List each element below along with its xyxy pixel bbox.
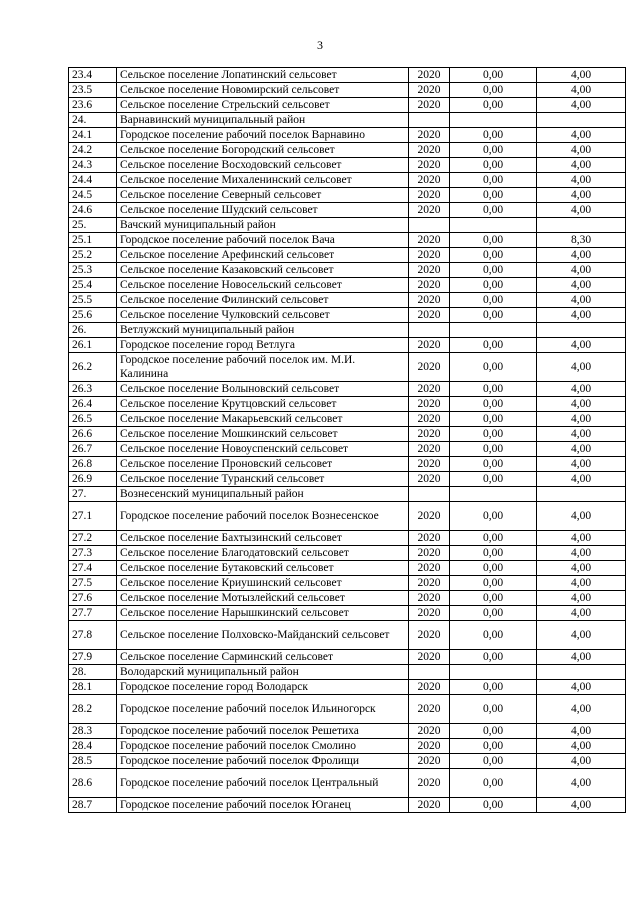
- row-number: 28.: [69, 665, 117, 680]
- value-2-cell: 4,00: [537, 754, 626, 769]
- table-row: [69, 427, 626, 442]
- table-row: [69, 128, 626, 143]
- row-number: 27.9: [69, 650, 117, 665]
- settlement-name: Сельское поселение Филинский сельсовет: [117, 293, 409, 308]
- value-2-cell: 4,00: [537, 173, 626, 188]
- value-1-cell: 0,00: [450, 531, 537, 546]
- row-number: 24.4: [69, 173, 117, 188]
- row-number: 28.1: [69, 680, 117, 695]
- value-2-cell: 4,00: [537, 457, 626, 472]
- value-2-cell: 4,00: [537, 798, 626, 813]
- table-row: [69, 487, 626, 502]
- value-2-cell: 4,00: [537, 472, 626, 487]
- value-1-cell: 0,00: [450, 546, 537, 561]
- value-1-cell: 0,00: [450, 457, 537, 472]
- table-row: [69, 531, 626, 546]
- row-number: 26.8: [69, 457, 117, 472]
- year-cell: 2020: [409, 427, 450, 442]
- value-2-cell: 4,00: [537, 248, 626, 263]
- year-cell: 2020: [409, 576, 450, 591]
- value-2-cell: 4,00: [537, 397, 626, 412]
- settlement-name: Ветлужский муниципальный район: [117, 323, 409, 338]
- settlement-name: Сельское поселение Михаленинский сельсовет: [117, 173, 409, 188]
- value-1-cell: 0,00: [450, 233, 537, 248]
- year-cell: 2020: [409, 293, 450, 308]
- row-number: 25.1: [69, 233, 117, 248]
- row-number: 26.4: [69, 397, 117, 412]
- year-cell: [409, 665, 450, 680]
- settlement-name: Сельское поселение Шудский сельсовет: [117, 203, 409, 218]
- year-cell: 2020: [409, 143, 450, 158]
- year-cell: 2020: [409, 546, 450, 561]
- value-1-cell: 0,00: [450, 382, 537, 397]
- table-row: [69, 680, 626, 695]
- table-row: [69, 665, 626, 680]
- row-number: 24.2: [69, 143, 117, 158]
- year-cell: 2020: [409, 278, 450, 293]
- settlement-name: Сельское поселение Мошкинский сельсовет: [117, 427, 409, 442]
- settlement-name: Сельское поселение Бутаковский сельсовет: [117, 561, 409, 576]
- settlement-name: Сельское поселение Новосельский сельсовет: [117, 278, 409, 293]
- row-number: 27.7: [69, 606, 117, 621]
- table-row: [69, 278, 626, 293]
- table-row: [69, 412, 626, 427]
- row-number: 28.7: [69, 798, 117, 813]
- year-cell: 2020: [409, 263, 450, 278]
- value-2-cell: [537, 218, 626, 233]
- table-row: [69, 353, 626, 382]
- row-number: 23.6: [69, 98, 117, 113]
- settlements-table: [68, 67, 626, 813]
- row-number: 25.: [69, 218, 117, 233]
- settlement-name: Володарский муниципальный район: [117, 665, 409, 680]
- year-cell: 2020: [409, 397, 450, 412]
- year-cell: 2020: [409, 754, 450, 769]
- table-row: [69, 203, 626, 218]
- value-2-cell: 4,00: [537, 546, 626, 561]
- settlement-name: Городское поселение рабочий поселок Вознесенское: [117, 502, 409, 531]
- settlement-name: Сельское поселение Полховско-Майданский сельсовет: [117, 621, 409, 650]
- row-number: 26.9: [69, 472, 117, 487]
- year-cell: 2020: [409, 650, 450, 665]
- row-number: 25.6: [69, 308, 117, 323]
- settlement-name: Сельское поселение Бахтызинский сельсовет: [117, 531, 409, 546]
- settlement-name: Городское поселение рабочий поселок Вача: [117, 233, 409, 248]
- year-cell: 2020: [409, 412, 450, 427]
- value-1-cell: [450, 665, 537, 680]
- settlement-name: Сельское поселение Нарышкинский сельсовет: [117, 606, 409, 621]
- value-2-cell: 4,00: [537, 263, 626, 278]
- value-2-cell: 4,00: [537, 382, 626, 397]
- settlement-name: Сельское поселение Макарьевский сельсовет: [117, 412, 409, 427]
- table-row: [69, 293, 626, 308]
- value-1-cell: [450, 487, 537, 502]
- settlement-name: Сельское поселение Стрельский сельсовет: [117, 98, 409, 113]
- value-1-cell: 0,00: [450, 158, 537, 173]
- value-1-cell: 0,00: [450, 278, 537, 293]
- row-number: 26.3: [69, 382, 117, 397]
- value-2-cell: 4,00: [537, 724, 626, 739]
- value-1-cell: 0,00: [450, 502, 537, 531]
- value-2-cell: 4,00: [537, 621, 626, 650]
- value-1-cell: [450, 323, 537, 338]
- table-row: [69, 739, 626, 754]
- settlement-name: Городское поселение рабочий поселок Центральный: [117, 769, 409, 798]
- settlement-name: Сельское поселение Сарминский сельсовет: [117, 650, 409, 665]
- year-cell: 2020: [409, 739, 450, 754]
- table-row: [69, 218, 626, 233]
- value-1-cell: 0,00: [450, 576, 537, 591]
- year-cell: 2020: [409, 457, 450, 472]
- row-number: 26.5: [69, 412, 117, 427]
- value-2-cell: 4,00: [537, 278, 626, 293]
- settlement-name: Городское поселение рабочий поселок Фролищи: [117, 754, 409, 769]
- year-cell: 2020: [409, 621, 450, 650]
- table-row: [69, 113, 626, 128]
- value-2-cell: 8,30: [537, 233, 626, 248]
- table-row: [69, 442, 626, 457]
- year-cell: 2020: [409, 68, 450, 83]
- settlement-name: Сельское поселение Арефинский сельсовет: [117, 248, 409, 263]
- row-number: 23.4: [69, 68, 117, 83]
- settlement-name: Городское поселение город Ветлуга: [117, 338, 409, 353]
- value-1-cell: 0,00: [450, 606, 537, 621]
- row-number: 26.6: [69, 427, 117, 442]
- year-cell: 2020: [409, 680, 450, 695]
- value-1-cell: 0,00: [450, 472, 537, 487]
- table-row: [69, 576, 626, 591]
- value-1-cell: 0,00: [450, 308, 537, 323]
- year-cell: 2020: [409, 382, 450, 397]
- value-2-cell: 4,00: [537, 576, 626, 591]
- value-1-cell: 0,00: [450, 724, 537, 739]
- settlement-name: Сельское поселение Проновский сельсовет: [117, 457, 409, 472]
- value-2-cell: 4,00: [537, 308, 626, 323]
- value-1-cell: 0,00: [450, 83, 537, 98]
- row-number: 27.6: [69, 591, 117, 606]
- settlement-name: Городское поселение рабочий поселок Варнавино: [117, 128, 409, 143]
- value-1-cell: 0,00: [450, 412, 537, 427]
- year-cell: 2020: [409, 188, 450, 203]
- table-row: [69, 695, 626, 724]
- row-number: 24.: [69, 113, 117, 128]
- value-2-cell: 4,00: [537, 143, 626, 158]
- table-row: [69, 606, 626, 621]
- value-1-cell: 0,00: [450, 591, 537, 606]
- table-row: [69, 621, 626, 650]
- settlement-name: Городское поселение рабочий поселок Решетиха: [117, 724, 409, 739]
- value-2-cell: 4,00: [537, 353, 626, 382]
- value-1-cell: 0,00: [450, 397, 537, 412]
- table-row: [69, 382, 626, 397]
- table-row: [69, 546, 626, 561]
- table-row: [69, 397, 626, 412]
- settlement-name: Сельское поселение Казаковский сельсовет: [117, 263, 409, 278]
- year-cell: 2020: [409, 203, 450, 218]
- value-2-cell: 4,00: [537, 606, 626, 621]
- value-1-cell: 0,00: [450, 188, 537, 203]
- value-1-cell: 0,00: [450, 427, 537, 442]
- row-number: 27.1: [69, 502, 117, 531]
- settlement-name: Городское поселение рабочий поселок Смолино: [117, 739, 409, 754]
- value-2-cell: 4,00: [537, 769, 626, 798]
- row-number: 27.2: [69, 531, 117, 546]
- value-1-cell: 0,00: [450, 98, 537, 113]
- value-2-cell: 4,00: [537, 203, 626, 218]
- row-number: 26.1: [69, 338, 117, 353]
- table-row: [69, 472, 626, 487]
- value-2-cell: 4,00: [537, 128, 626, 143]
- table-row: [69, 83, 626, 98]
- year-cell: [409, 218, 450, 233]
- table-row: [69, 457, 626, 472]
- value-2-cell: 4,00: [537, 338, 626, 353]
- settlement-name: Сельское поселение Лопатинский сельсовет: [117, 68, 409, 83]
- settlement-name: Городское поселение рабочий поселок Ильиногорск: [117, 695, 409, 724]
- year-cell: 2020: [409, 531, 450, 546]
- table-row: [69, 323, 626, 338]
- value-1-cell: 0,00: [450, 263, 537, 278]
- table-row: [69, 233, 626, 248]
- value-1-cell: [450, 113, 537, 128]
- year-cell: 2020: [409, 798, 450, 813]
- value-2-cell: 4,00: [537, 739, 626, 754]
- year-cell: 2020: [409, 308, 450, 323]
- value-1-cell: 0,00: [450, 173, 537, 188]
- row-number: 25.5: [69, 293, 117, 308]
- value-2-cell: 4,00: [537, 98, 626, 113]
- settlement-name: Сельское поселение Новоуспенский сельсовет: [117, 442, 409, 457]
- year-cell: 2020: [409, 248, 450, 263]
- table-row: [69, 561, 626, 576]
- table-row: [69, 173, 626, 188]
- table-row: [69, 798, 626, 813]
- value-1-cell: 0,00: [450, 338, 537, 353]
- settlement-name: Сельское поселение Туранский сельсовет: [117, 472, 409, 487]
- value-2-cell: [537, 665, 626, 680]
- row-number: 28.2: [69, 695, 117, 724]
- page-number: 3: [317, 38, 323, 52]
- value-2-cell: 4,00: [537, 158, 626, 173]
- value-2-cell: 4,00: [537, 650, 626, 665]
- year-cell: 2020: [409, 606, 450, 621]
- value-2-cell: 4,00: [537, 427, 626, 442]
- year-cell: 2020: [409, 591, 450, 606]
- value-1-cell: 0,00: [450, 798, 537, 813]
- row-number: 28.4: [69, 739, 117, 754]
- table-row: [69, 769, 626, 798]
- value-1-cell: 0,00: [450, 739, 537, 754]
- table-row: [69, 338, 626, 353]
- row-number: 23.5: [69, 83, 117, 98]
- row-number: 26.7: [69, 442, 117, 457]
- year-cell: 2020: [409, 769, 450, 798]
- row-number: 27.3: [69, 546, 117, 561]
- value-1-cell: 0,00: [450, 442, 537, 457]
- row-number: 26.2: [69, 353, 117, 382]
- table-row: [69, 143, 626, 158]
- table-row: [69, 502, 626, 531]
- row-number: 27.8: [69, 621, 117, 650]
- value-1-cell: 0,00: [450, 203, 537, 218]
- row-number: 24.3: [69, 158, 117, 173]
- value-1-cell: 0,00: [450, 353, 537, 382]
- settlement-name: Городское поселение рабочий поселок им. М.И. Калинина: [117, 353, 409, 382]
- row-number: 25.4: [69, 278, 117, 293]
- year-cell: 2020: [409, 338, 450, 353]
- value-1-cell: 0,00: [450, 769, 537, 798]
- value-2-cell: [537, 323, 626, 338]
- value-1-cell: 0,00: [450, 650, 537, 665]
- settlement-name: Сельское поселение Северный сельсовет: [117, 188, 409, 203]
- table-row: [69, 724, 626, 739]
- year-cell: 2020: [409, 173, 450, 188]
- table-body: [69, 68, 626, 813]
- settlement-name: Сельское поселение Криушинский сельсовет: [117, 576, 409, 591]
- row-number: 24.1: [69, 128, 117, 143]
- value-2-cell: 4,00: [537, 502, 626, 531]
- value-2-cell: 4,00: [537, 591, 626, 606]
- value-2-cell: 4,00: [537, 83, 626, 98]
- settlement-name: Сельское поселение Мотызлейский сельсовет: [117, 591, 409, 606]
- value-1-cell: 0,00: [450, 621, 537, 650]
- settlement-name: Сельское поселение Крутцовский сельсовет: [117, 397, 409, 412]
- value-1-cell: 0,00: [450, 293, 537, 308]
- row-number: 27.: [69, 487, 117, 502]
- value-1-cell: 0,00: [450, 248, 537, 263]
- value-1-cell: 0,00: [450, 128, 537, 143]
- settlement-name: Городское поселение город Володарск: [117, 680, 409, 695]
- table-row: [69, 591, 626, 606]
- value-1-cell: 0,00: [450, 143, 537, 158]
- value-2-cell: 4,00: [537, 293, 626, 308]
- settlement-name: Вачский муниципальный район: [117, 218, 409, 233]
- year-cell: 2020: [409, 561, 450, 576]
- value-1-cell: 0,00: [450, 695, 537, 724]
- settlement-name: Сельское поселение Новомирский сельсовет: [117, 83, 409, 98]
- settlement-name: Сельское поселение Богородский сельсовет: [117, 143, 409, 158]
- row-number: 26.: [69, 323, 117, 338]
- value-2-cell: [537, 487, 626, 502]
- year-cell: [409, 113, 450, 128]
- row-number: 25.3: [69, 263, 117, 278]
- value-2-cell: 4,00: [537, 442, 626, 457]
- year-cell: 2020: [409, 98, 450, 113]
- value-2-cell: [537, 113, 626, 128]
- year-cell: 2020: [409, 83, 450, 98]
- settlement-name: Сельское поселение Волыновский сельсовет: [117, 382, 409, 397]
- value-1-cell: 0,00: [450, 68, 537, 83]
- settlement-name: Вознесенский муниципальный район: [117, 487, 409, 502]
- year-cell: 2020: [409, 128, 450, 143]
- value-1-cell: 0,00: [450, 680, 537, 695]
- year-cell: [409, 487, 450, 502]
- table-row: [69, 188, 626, 203]
- value-2-cell: 4,00: [537, 695, 626, 724]
- settlement-name: Сельское поселение Восходовский сельсовет: [117, 158, 409, 173]
- year-cell: 2020: [409, 724, 450, 739]
- year-cell: 2020: [409, 233, 450, 248]
- year-cell: 2020: [409, 502, 450, 531]
- settlement-name: Городское поселение рабочий поселок Юганец: [117, 798, 409, 813]
- year-cell: 2020: [409, 442, 450, 457]
- table-row: [69, 248, 626, 263]
- value-2-cell: 4,00: [537, 412, 626, 427]
- row-number: 28.5: [69, 754, 117, 769]
- row-number: 27.4: [69, 561, 117, 576]
- value-2-cell: 4,00: [537, 531, 626, 546]
- value-1-cell: 0,00: [450, 561, 537, 576]
- year-cell: [409, 323, 450, 338]
- year-cell: 2020: [409, 472, 450, 487]
- table-row: [69, 650, 626, 665]
- table-row: [69, 263, 626, 278]
- table-row: [69, 754, 626, 769]
- settlement-name: Варнавинский муниципальный район: [117, 113, 409, 128]
- value-2-cell: 4,00: [537, 561, 626, 576]
- table-row: [69, 68, 626, 83]
- value-2-cell: 4,00: [537, 68, 626, 83]
- value-1-cell: 0,00: [450, 754, 537, 769]
- value-2-cell: 4,00: [537, 188, 626, 203]
- value-1-cell: [450, 218, 537, 233]
- row-number: 28.6: [69, 769, 117, 798]
- table-row: [69, 158, 626, 173]
- value-2-cell: 4,00: [537, 680, 626, 695]
- year-cell: 2020: [409, 158, 450, 173]
- table-row: [69, 98, 626, 113]
- table-row: [69, 308, 626, 323]
- settlement-name: Сельское поселение Благодатовский сельсовет: [117, 546, 409, 561]
- row-number: 25.2: [69, 248, 117, 263]
- year-cell: 2020: [409, 695, 450, 724]
- row-number: 27.5: [69, 576, 117, 591]
- row-number: 24.5: [69, 188, 117, 203]
- row-number: 28.3: [69, 724, 117, 739]
- year-cell: 2020: [409, 353, 450, 382]
- row-number: 24.6: [69, 203, 117, 218]
- settlement-name: Сельское поселение Чулковский сельсовет: [117, 308, 409, 323]
